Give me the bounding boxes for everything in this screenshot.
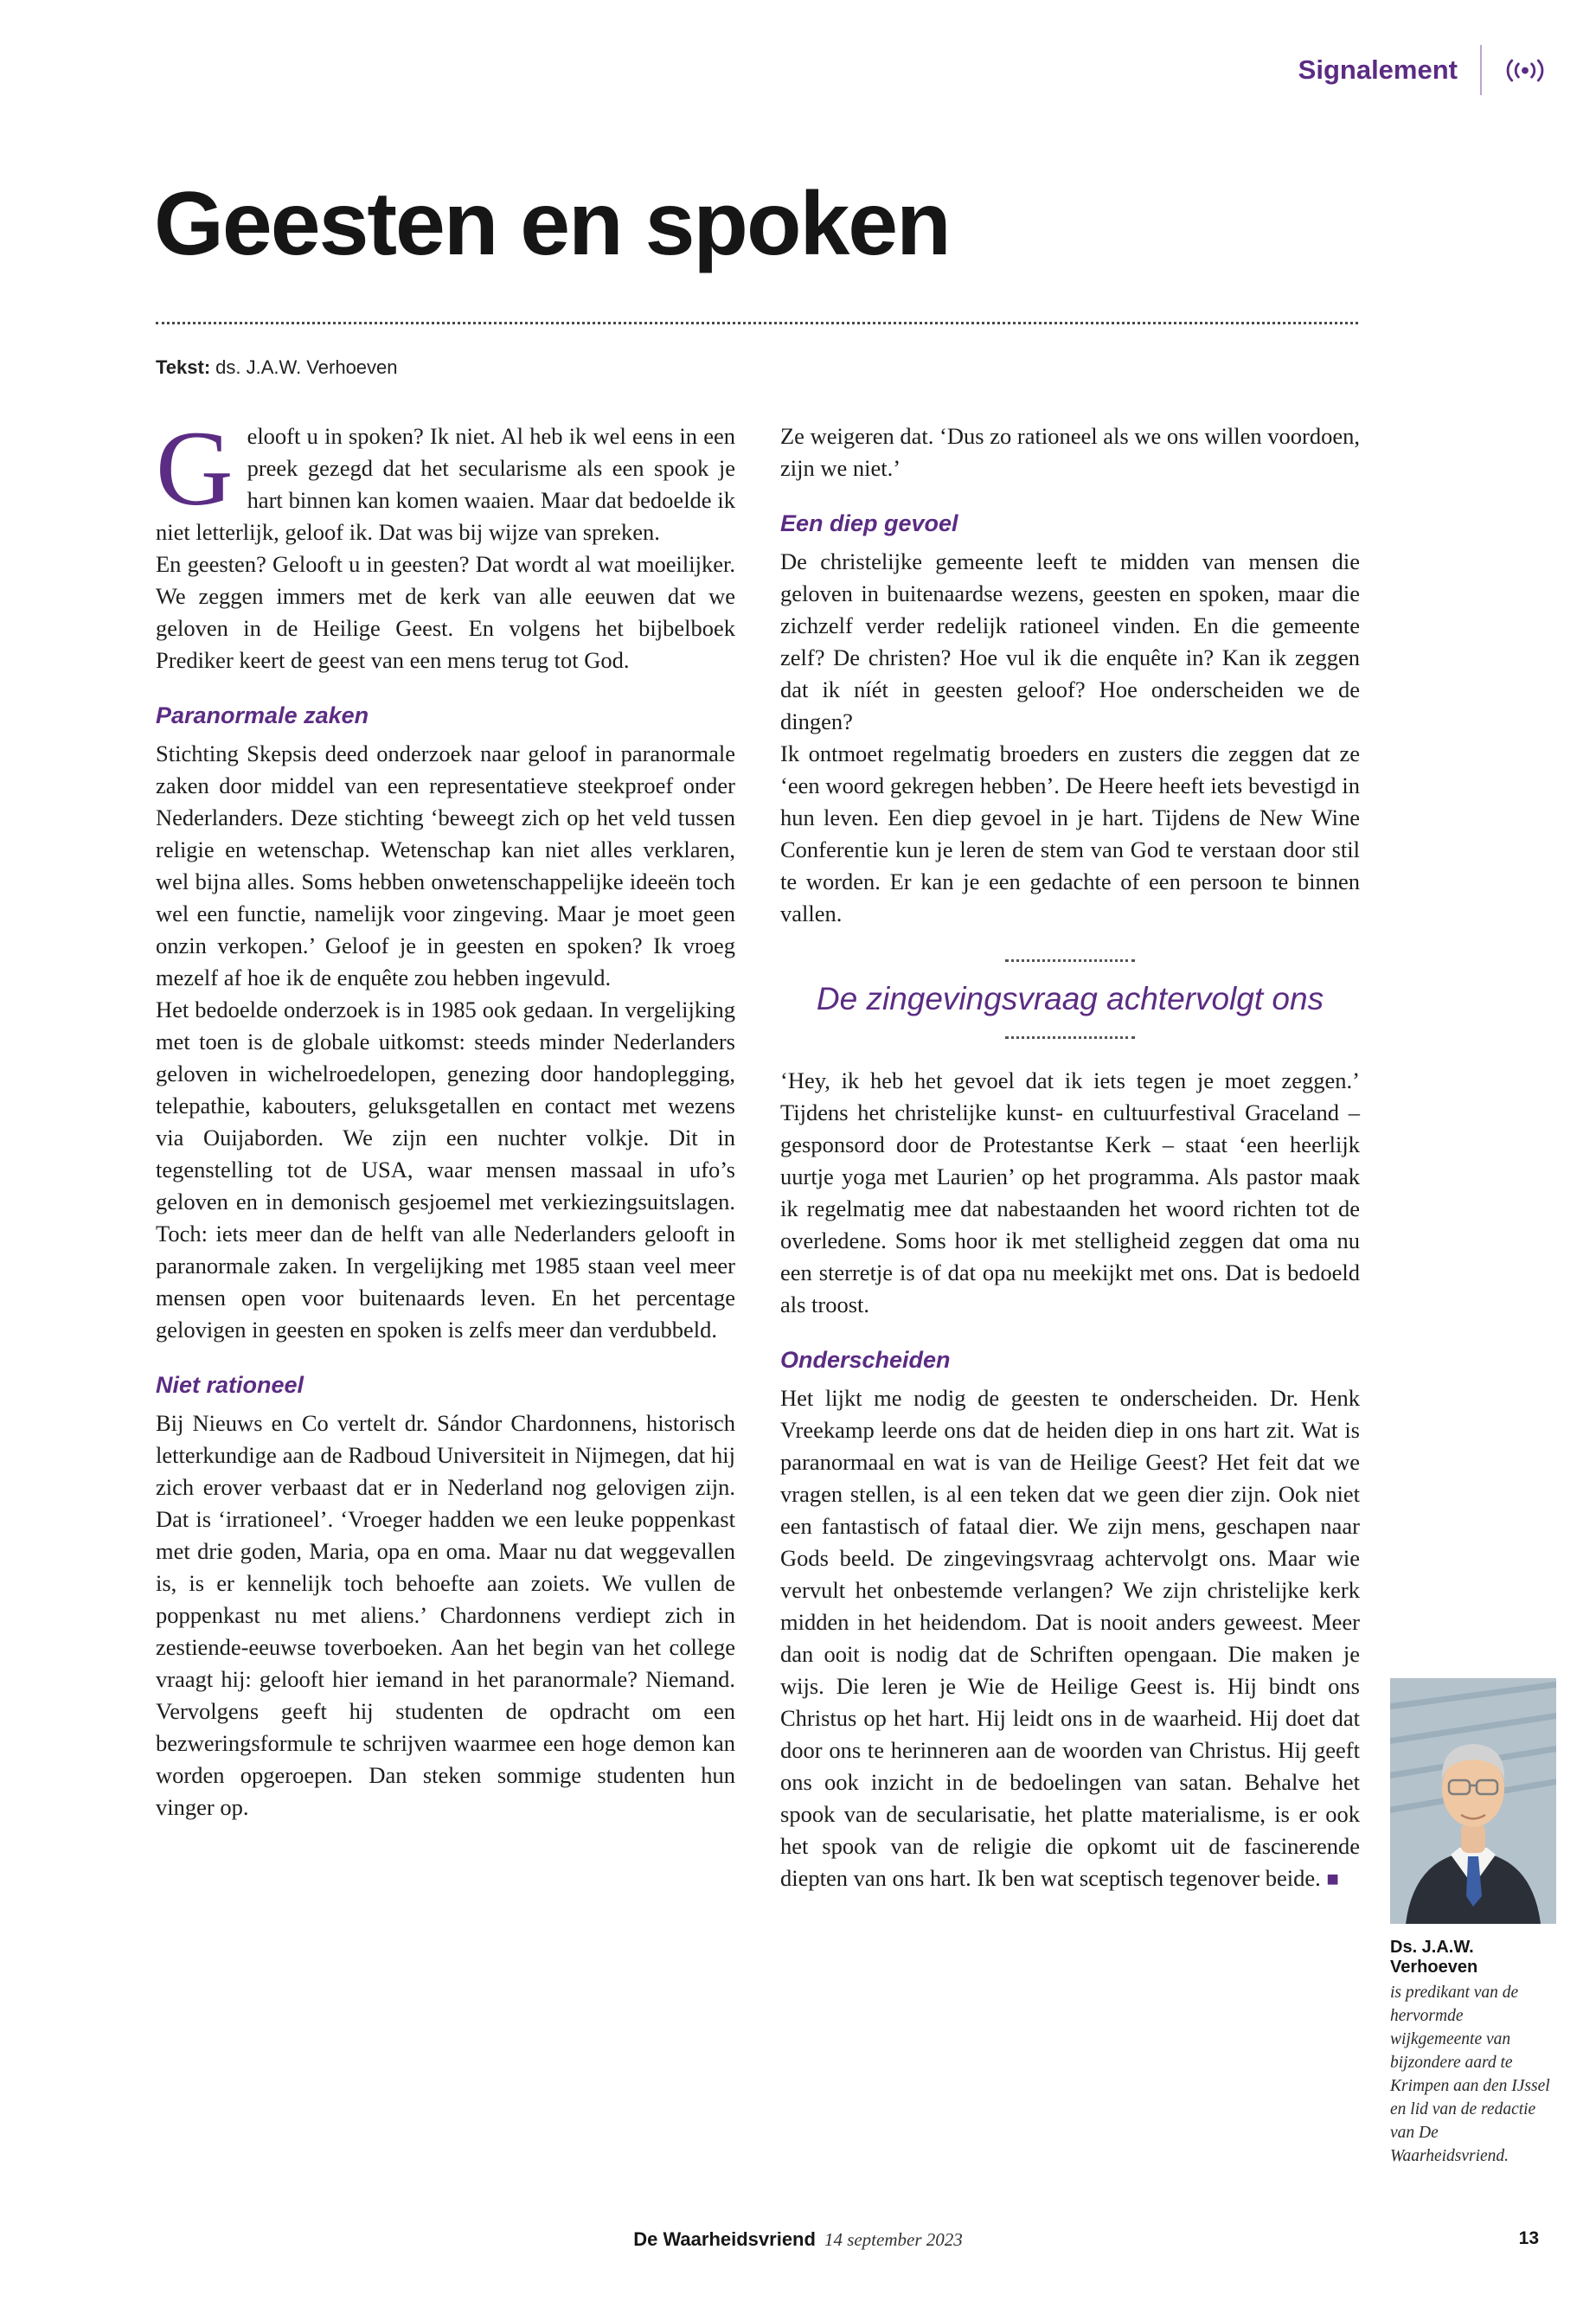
- issue-date: 14 september 2023: [824, 2229, 963, 2250]
- page-footer: [0, 2228, 1596, 2263]
- paragraph: Bij Nieuws en Co vertelt dr. Sándor Chardonnens, historisch letterkundige aan de Radboud Universiteit in Nijmegen, dat hij zich erover verbaast dat er in Nederland nog gelovigen zijn. Dat is ‘irrationeel’. ‘Vroeger hadden we een leuke poppenkast met drie goden, Maria, opa en oma. Maar nu dat weggevallen is, is er kennelijk toch behoefte aan zoiets. We vullen de poppenkast nu met aliens.’ Chardonnens verdiept zich in zestiende-eeuwse toverboeken. Aan het begin van het college vraagt hij: gelooft hier iemand in het paranormale? Niemand. Vervolgens geeft hij studenten de opdracht om een bezweringsformule te schrijven waarmee een hoge demon kan worden opgeroepen. Dan steken sommige studenten hun vinger op.: [156, 1410, 735, 1820]
- broadcast-icon: [1504, 56, 1546, 85]
- paragraph: De christelijke gemeente leeft te midden van mensen die geloven in buitenaardse wezens, geesten en spoken, maar die zichzelf verder redelijk rationeel vinden. En die gemeente zelf? De christen? Hoe vul ik die enquête in? Kan ik zeggen dat ik níét in geesten geloof? Hoe onderscheiden we de dingen?: [780, 548, 1360, 734]
- article-title: Geesten en spoken: [154, 174, 950, 274]
- article-body: [156, 409, 1360, 1895]
- pull-quote-rule-bottom: [1005, 1036, 1135, 1039]
- pull-quote-rule-top: [1005, 959, 1135, 962]
- paragraph-text: elooft u in spoken? Ik niet. Al heb ik wel eens in een preek gezegd dat het secularisme als een spook je hart binnen kan komen waaien. Maar dat bedoelde ik niet letterlijk, geloof ik. Dat was bij wijze van spreken.: [156, 423, 735, 545]
- paragraph: Stichting Skepsis deed onderzoek naar geloof in paranormale zaken door middel van een representatieve steekproef onder Nederlanders. Deze stichting ‘beweegt zich op het veld tussen religie en wetenschap. Wetenschap kan niet alles verklaren, wel bijna alles. Soms hebben onwetenschappelijke ideeën toch wel een functie, namelijk voor zingeving. Maar je moet geen onzin verkopen.’ Geloof je in geesten en spoken? Ik vroeg mezelf af hoe ik de enquête zou hebben ingevuld.: [156, 740, 735, 990]
- caption-text: is predikant van de hervormde wijkgemeente van bijzondere aard te Krimpen aan den IJssel en lid van de redactie van De Waarheidsvriend.: [1390, 1984, 1550, 2165]
- drop-cap: G: [156, 409, 234, 528]
- column-1: [156, 409, 735, 1895]
- intro-paragraph: [156, 409, 735, 548]
- footer-center: [0, 2228, 1596, 2251]
- title-dotted-rule: [156, 322, 1358, 324]
- paragraph: En geesten? Gelooft u in geesten? Dat wordt al wat moeilijker. We zeggen immers met de kerk van alle eeuwen dat we geloven in de Heilige Geest. En volgens het bijbelboek Prediker keert de geest van een mens terug tot God.: [156, 551, 735, 673]
- masthead-divider: [1480, 45, 1482, 95]
- portrait-photo: [1390, 1678, 1556, 1924]
- paragraph: ‘Hey, ik heb het gevoel dat ik iets tegen je moet zeggen.’ Tijdens het christelijke kunst- en cultuurfestival Graceland – gesponsord door de Protestantse Kerk – staat ‘een heerlijk uurtje yoga met Laurien’ op het programma. Als pastor maak ik regelmatig mee dat nabestaanden het woord richten tot de overledene. Soms hoor ik met stelligheid zeggen dat oma nu een sterretje is of dat opa nu meekijkt met ons. Dat is bedoeld als troost.: [780, 1067, 1360, 1317]
- column-2: [780, 420, 1360, 1895]
- closing-paragraph: [780, 1382, 1360, 1895]
- paragraph-text: Het lijkt me nodig de geesten te onderscheiden. Dr. Henk Vreekamp leerde ons dat de heiden diep in ons hart zit. Wat is paranormaal en wat is van de Heilige Geest? Het feit dat we vragen stellen, is al een teken dat we geen dier zijn. Ook niet een fantastisch of fataal dier. We zijn mens, geschapen naar Gods beeld. De zingevingsvraag achtervolgt ons. Maar wie vervult het onbestemde verlangen? We zijn christelijke kerk midden in het heidendom. Dat is nooit anders geweest. Meer dan ooit is nodig dat de Schriften opengaan. Die maken je wijs. Die leren je Wie de Heilige Geest is. Hij bindt ons Christus op het hart. Hij leidt ons in de waarheid. Hij doet dat door ons te herinneren aan de woorden van Christus. Hij geeft ons ook inzicht in de bedoelingen van satan. Behalve het spook van de secularisatie, het platte materialisme, is er ook het spook van de religie die opkomt uit de fascinerende diepten van ons hart. Ik ben wat sceptisch tegenover beide.: [780, 1385, 1360, 1891]
- magazine-name: De Waarheidsvriend: [633, 2228, 816, 2250]
- byline-label: Tekst:: [156, 356, 211, 378]
- byline: [156, 356, 398, 379]
- paragraph: Ze weigeren dat. ‘Dus zo rationeel als we ons willen voordoen, zijn we niet.’: [780, 423, 1360, 481]
- masthead: [1298, 45, 1546, 95]
- paragraph: Het bedoelde onderzoek is in 1985 ook gedaan. In vergelijking met toen is de globale uitkomst: steeds minder Nederlanders geloven in wichelroedelopen, genezing door handoplegging, telepathie, kabouters, geluksgetallen en contact met wezens via Ouijaborden. We zijn een nuchter volkje. Dit in tegenstelling tot de USA, waar mensen massaal in ufo’s geloven en in demonisch gesjoemel met verkiezingsuitslagen. Toch: iets meer dan de helft van alle Nederlanders gelooft in paranormale zaken. In vergelijking met 1985 staan veel meer mensen open voor buitenaards leven. En het percentage gelovigen in geesten en spoken is zelfs meer dan verdubbeld.: [156, 997, 735, 1343]
- subheading-niet-rationeel: Niet rationeel: [156, 1372, 304, 1398]
- paragraph: Ik ontmoet regelmatig broeders en zusters die zeggen dat ze ‘een woord gekregen hebben’. De Heere heeft iets bevestigd in hun leven. Een diep gevoel in je hart. Tijdens de New Wine Conferentie kun je leren de stem van God te verstaan door stil te worden. Er kan je een gedachte of een persoon te binnen vallen.: [780, 740, 1360, 926]
- author-sidebar: [1390, 1678, 1556, 2168]
- page-number: 13: [1518, 2228, 1539, 2248]
- caption-author-name: Ds. J.A.W. Verhoeven: [1390, 1938, 1478, 1977]
- subheading-een-diep-gevoel: Een diep gevoel: [780, 510, 958, 536]
- section-label: Signalement: [1298, 54, 1458, 85]
- subheading-onderscheiden: Onderscheiden: [780, 1347, 951, 1373]
- pull-quote-text: De zingevingsvraag achtervolgt ons: [816, 981, 1324, 1016]
- end-mark: ■: [1326, 1868, 1339, 1891]
- subheading-paranormale-zaken: Paranormale zaken: [156, 702, 369, 728]
- pull-quote: [780, 959, 1360, 1039]
- byline-author: ds. J.A.W. Verhoeven: [215, 356, 398, 378]
